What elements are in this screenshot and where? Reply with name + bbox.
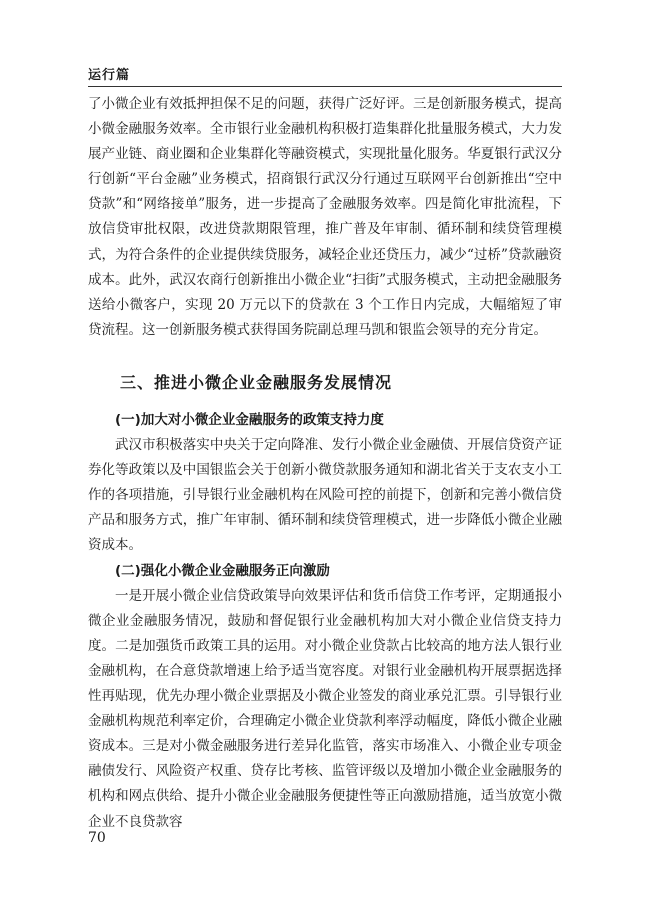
subsection-heading-1: (一)加大对小微企业金融服务的政策支持力度	[115, 412, 384, 428]
paragraph: 了小微企业有效抵押担保不足的问题，获得广泛好评。三是创新服务模式，提高小微金融服务效率。全市银行业金融机构积极打造集群化批量服务模式，大力发展产业链、商业圈和企业集群化等融资模式，实现批量化服务。华夏银行武汉分行创新“平台金融”业务模式，招商银行武汉分行通过互联网平台创新推出“空中贷款”和“网络接单”服务，进一步提高了金融服务效率。四是简化审批流程，下放信贷审批权限，改进贷款期限管理，推广普及年审制、循环制和续贷管理模式，为符合条件的企业提供续贷服务，减轻企业还贷压力，减少“过桥”贷款融资成本。此外，武汉农商行创新推出小微企业“扫街”式服务模式，主动把金融服务送给小微客户，实现 20 万元以下的贷款在 3 个工作日内完成，大幅缩短了审贷流程。这一创新服务模式获得国务院副总理马凯和银监会领导的充分肯定。	[88, 96, 562, 338]
body-text-bottom	[88, 408, 562, 835]
body-text-top	[88, 92, 562, 343]
header-title: 运行篇	[88, 68, 131, 83]
page-number: 70	[88, 830, 106, 846]
paragraph: 武汉市积极落实中央关于定向降准、发行小微企业金融债、开展信贷资产证券化等政策以及中国银监会关于创新小微贷款服务通知和湖北省关于支农支小工作的各项措施，引导银行业金融机构在风险可控的前提下，创新和完善小微信贷产品和服务方式，推广年审制、循环制和续贷管理模式，进一步降低小微企业融资成本。	[88, 437, 562, 554]
subsection-heading-2: (二)强化小微企业金融服务正向激励	[115, 562, 330, 579]
paragraph: 一是开展小微企业信贷政策导向效果评估和货币信贷工作考评，定期通报小微企业金融服务情况，鼓励和督促银行业金融机构加大对小微企业信贷支持力度。二是加强货币政策工具的运用。对小微企业贷款占比较高的地方法人银行业金融机构，在合意贷款增速上给予适当宽容度。对银行业金融机构开展票据选择性再贴现，优先办理小微企业票据及小微企业签发的商业承兑汇票。引导银行业金融机构规范利率定价，合理确定小微企业贷款利率浮动幅度，降低小微企业融资成本。三是对小微金融服务进行差异化监管，落实市场准入、小微企业专项金融债发行、风险资产权重、贷存比考核、监管评级以及增加小微企业金融服务的机构和网点供给、提升小微企业金融服务便捷性等正向激励措施，适当放宽小微企业不良贷款容	[88, 587, 562, 830]
running-header	[88, 62, 562, 87]
section-heading: 三、推进小微企业金融服务发展情况	[120, 373, 393, 392]
